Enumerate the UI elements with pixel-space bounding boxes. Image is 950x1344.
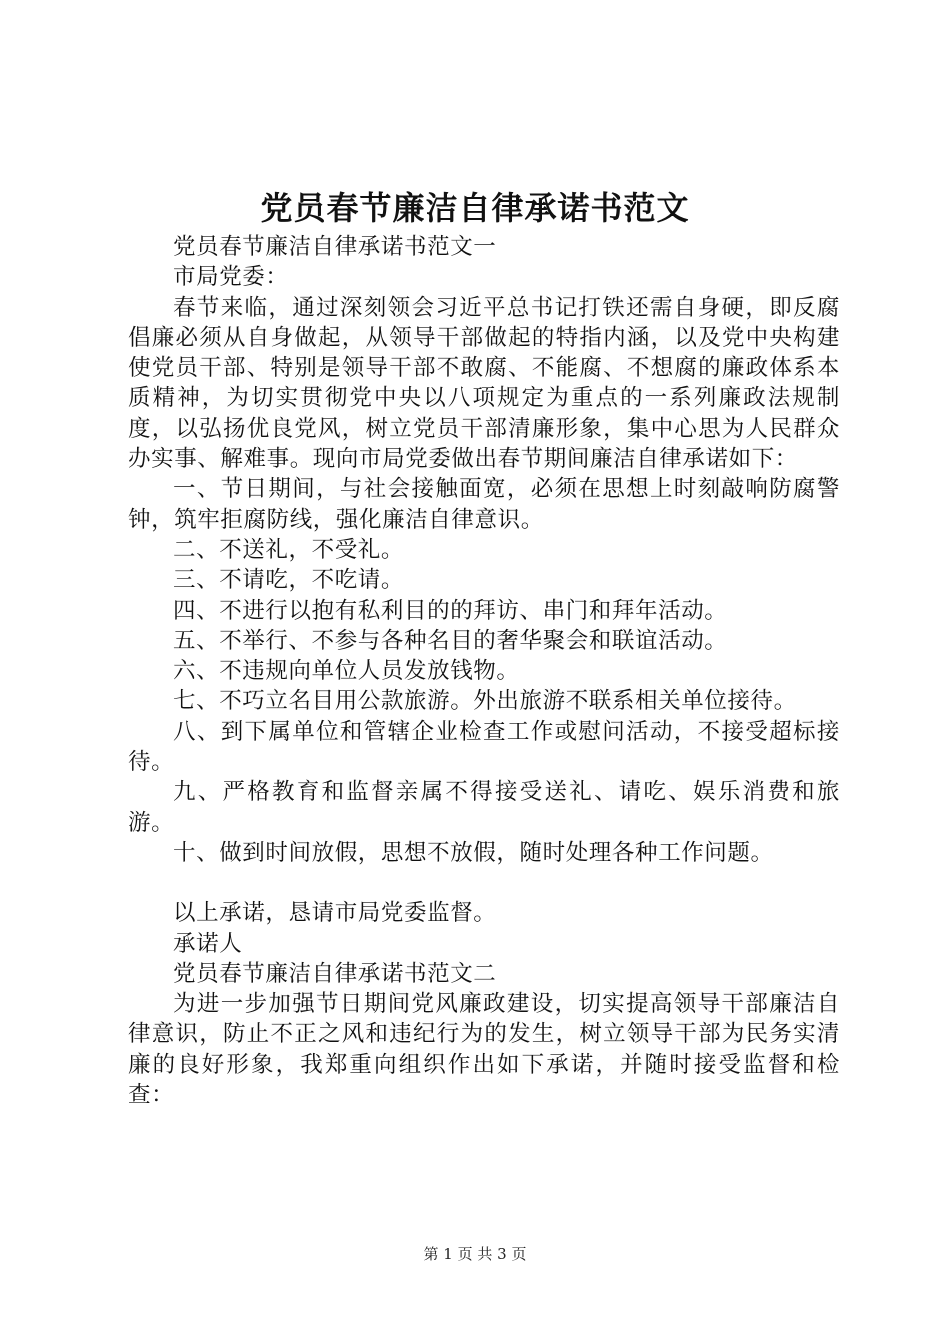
pledge-item-5: 五、不举行、不参与各种名目的奢华聚会和联谊活动。 [173, 627, 728, 654]
signatory-label: 承诺人 [173, 930, 243, 957]
page-number-footer: 第 1 页 共 3 页 [423, 1245, 527, 1263]
pledge-item-7: 七、不巧立名目用公款旅游。外出旅游不联系相关单位接待。 [173, 688, 797, 715]
paragraph-gap [128, 868, 840, 898]
section-heading-2: 党员春节廉洁自律承诺书范文二 [173, 960, 497, 987]
salutation: 市局党委： [173, 264, 289, 291]
document-title: 党员春节廉洁自律承诺书范文 [260, 189, 690, 227]
pledge-item-1: 一、节日期间，与社会接触面宽，必须在思想上时刻敲响防腐警钟，筑牢拒腐防线，强化廉洁自律意识。 [128, 476, 840, 533]
pledge-item-2: 二、不送礼，不受礼。 [173, 536, 405, 563]
pledge-item-4: 四、不进行以抱有私利目的的拜访、串门和拜年活动。 [173, 597, 728, 624]
section-2-intro: 为进一步加强节日期间党风廉政建设，切实提高领导干部廉洁自律意识，防止不正之风和违纪行为的发生，树立领导干部为民务实清廉的良好形象，我郑重向组织作出如下承诺，并随时接受监督和检查： [128, 991, 840, 1109]
pledge-item-8: 八、到下属单位和管辖企业检查工作或慰问活动，不接受超标接待。 [128, 718, 840, 776]
closing-request: 以上承诺，恳请市局党委监督。 [173, 900, 497, 927]
pledge-item-9: 九、严格教育和监督亲属不得接受送礼、请吃、娱乐消费和旅游。 [128, 779, 840, 836]
document-body [128, 232, 840, 1110]
intro-paragraph: 春节来临，通过深刻领会习近平总书记打铁还需自身硬，即反腐倡廉必须从自身做起，从领导干部做起的特指内涵，以及党中央构建使党员干部、特别是领导干部不敢腐、不能腐、不想腐的廉政体系本质精神，为切实贯彻党中央以八项规定为重点的一系列廉政法规制度，以弘扬优良党风，树立党员干部清廉形象，集中心思为人民群众办实事、解难事。现向市局党委做出春节期间廉洁自律承诺如下： [128, 294, 840, 473]
section-heading-1: 党员春节廉洁自律承诺书范文一 [173, 234, 497, 260]
pledge-item-6: 六、不违规向单位人员发放钱物。 [173, 658, 520, 685]
pledge-item-3: 三、不请吃，不吃请。 [173, 567, 405, 594]
pledge-item-10: 十、做到时间放假，思想不放假，随时处理各种工作问题。 [173, 839, 774, 866]
